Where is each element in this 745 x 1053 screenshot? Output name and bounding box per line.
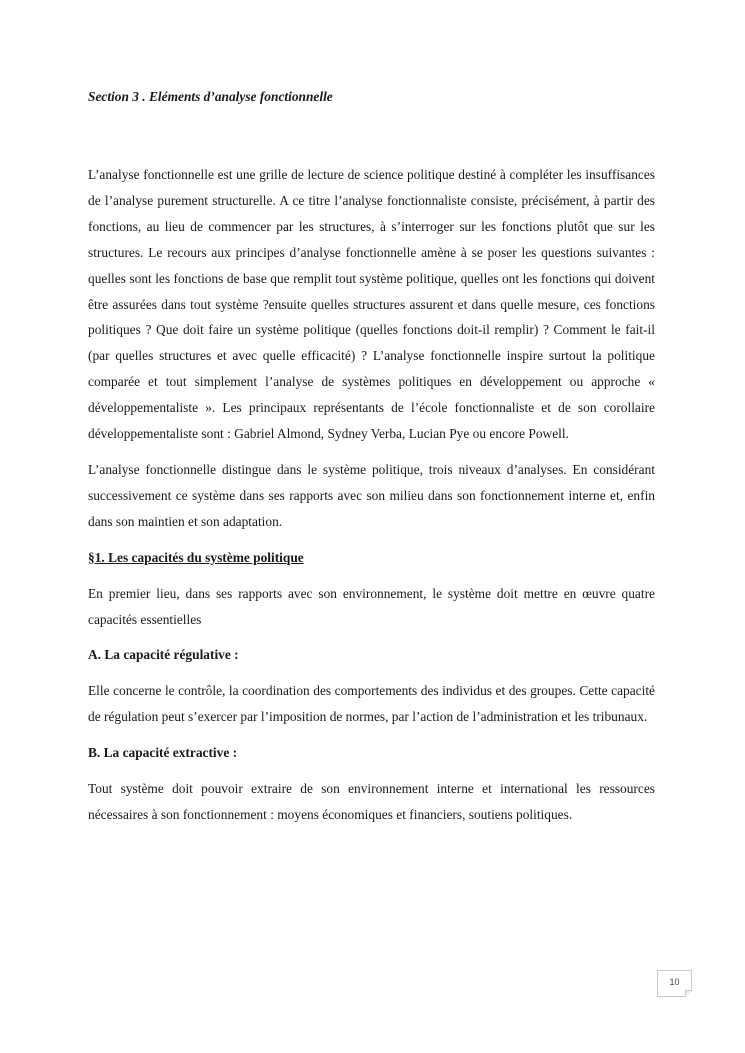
heading-extractive: B. La capacité extractive : [88, 745, 238, 761]
heading-capacities: §1. Les capacités du système politique [88, 549, 304, 565]
section-title: Section 3 . Eléments d’analyse fonctionnelle [88, 89, 333, 104]
heading-regulative: A. La capacité régulative : [88, 647, 239, 663]
page-number: 10 [669, 977, 680, 987]
document-body [88, 162, 655, 838]
page-number-box [657, 970, 692, 997]
page-fold-icon [685, 990, 692, 997]
paragraph-intro: L’analyse fonctionnelle est une grille de lecture de science politique destiné à compléter les insuffisances de l’analyse purement structurelle. A ce titre l’analyse fonctionnaliste consiste, précisément, à partir des fonctions, au lieu de commencer par les structures, à s’interroger sur les fonctions plutôt que sur les structures. Le recours aux principes d’analyse fonctionnelle amène à se poser les questions suivantes : quelles sont les fonctions de base que remplit tout système politique, quelles ont les fonctions qui doivent être assurées dans tout système ?ensuite quelles structures assurent et dans quelle mesure, ces fonctions politiques ? Que doit faire un système politique (quelles fonctions doit-il remplir) ? Comment le fait-il (par quelles structures et avec quelle efficacité) ? L’analyse fonctionnelle inspire surtout la politique comparée et tout simplement l’analyse de systèmes politiques en développement ou approche « développementaliste ». Les principaux représentants de l’école fonctionnaliste et de son corollaire développementaliste sont : Gabriel Almond, Sydney Verba, Lucian Pye ou encore Powell. [88, 167, 655, 442]
paragraph-extractive: Tout système doit pouvoir extraire de son environnement interne et international les ressources nécessaires à son fonctionnement : moyens économiques et financiers, soutiens politiques. [88, 781, 655, 822]
paragraph-regulative: Elle concerne le contrôle, la coordination des comportements des individus et des groupes. Cette capacité de régulation peut s’exercer par l’imposition de normes, par l’action de l’administration et les tribunaux. [88, 683, 655, 725]
paragraph-capacities-intro: En premier lieu, dans ses rapports avec son environnement, le système doit mettre en œuvre quatre capacités essentielles [88, 585, 655, 627]
paragraph-levels: L’analyse fonctionnelle distingue dans le système politique, trois niveaux d’analyses. En considérant successivement ce système dans ses rapports avec son milieu dans son fonctionnement interne et, enfin dans son maintien et son adaptation. [88, 461, 655, 529]
